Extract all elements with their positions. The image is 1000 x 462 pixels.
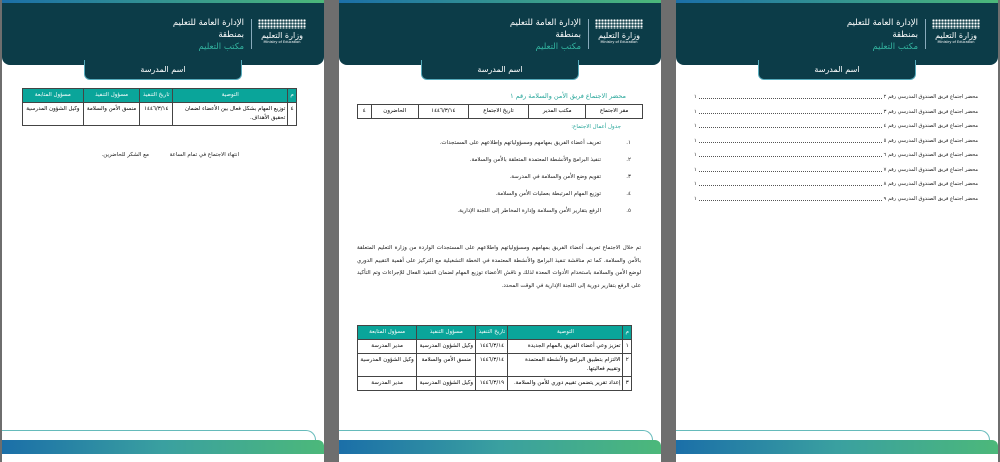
- footer-bar: [676, 440, 998, 454]
- ministry-name-en: Ministry of Education: [600, 40, 638, 44]
- table-cell: ٣: [623, 377, 632, 391]
- column-header: مسؤول التنفيذ: [83, 89, 140, 103]
- column-header: مسؤول التنفيذ: [417, 326, 476, 340]
- footer-bar: [2, 440, 324, 454]
- recommendations-table: [357, 325, 632, 391]
- table-cell: ٤: [288, 103, 297, 126]
- table-cell: ١: [623, 340, 632, 354]
- column-header: مسؤول المتابعة: [358, 326, 417, 340]
- agenda-list: [440, 140, 631, 225]
- table-row: [358, 354, 632, 377]
- toc-page: ١: [694, 137, 697, 144]
- recommendations-table: [22, 88, 297, 126]
- logo-dots-icon: [595, 19, 643, 29]
- page-1: [2, 0, 324, 462]
- toc-entry[interactable]: [694, 192, 978, 207]
- header-line1: الإدارة العامة للتعليم: [172, 18, 244, 28]
- ministry-name-en: Ministry of Education: [937, 40, 975, 44]
- column-header: م: [288, 89, 297, 103]
- page-header: [339, 3, 661, 65]
- table-cell: إعداد تقرير يتضمن تقييم دوري للأمن والسلامة.: [508, 377, 623, 391]
- table-cell: وكيل الشؤون المدرسية: [417, 377, 476, 391]
- header-line1: الإدارة العامة للتعليم: [509, 18, 581, 28]
- page-3: [676, 0, 998, 462]
- agenda-title: جدول أعمال الاجتماع:: [571, 124, 621, 130]
- toc-label: محضر اجتماع فريق الصندوق المدرسي رقم ٧: [883, 166, 978, 173]
- toc-label: محضر اجتماع فريق الصندوق المدرسي رقم ٣: [883, 108, 978, 115]
- ministry-name: وزارة التعليم: [935, 31, 977, 40]
- agenda-text: الرفع بتقارير الأمن والسلامة وإدارة المخاطر إلى اللجنة الإدارية.: [457, 208, 601, 214]
- table-cell: وكيل الشؤون المدرسية: [358, 354, 417, 377]
- table-cell: ١٤٤٦/٣/١٤: [476, 340, 508, 354]
- toc-leader: [699, 153, 882, 157]
- table-of-contents: [694, 90, 978, 206]
- table-row: [23, 103, 297, 126]
- toc-label: محضر اجتماع فريق الصندوق المدرسي رقم ٥: [883, 137, 978, 144]
- table-cell: منسق الأمن والسلامة: [417, 354, 476, 377]
- agenda-number: ٤.: [626, 191, 631, 197]
- toc-label: محضر اجتماع فريق الصندوق المدرسي رقم ٤: [883, 123, 978, 130]
- toc-entry[interactable]: [694, 119, 978, 134]
- logo-dots-icon: [932, 19, 980, 29]
- header-line2: بمنطقة: [892, 30, 918, 40]
- toc-label: محضر اجتماع فريق الصندوق المدرسي رقم ٢: [883, 94, 978, 101]
- column-header: التوصية: [508, 326, 623, 340]
- ministry-logo: [258, 19, 306, 44]
- header-line2: بمنطقة: [218, 30, 244, 40]
- divider: [588, 19, 589, 49]
- table-cell: ١٤٤٦/٣/١٩: [476, 377, 508, 391]
- toc-page: ١: [694, 195, 697, 202]
- toc-leader: [699, 197, 882, 201]
- header-office: مكتب التعليم: [872, 42, 918, 52]
- toc-leader: [699, 139, 882, 143]
- agenda-number: ١.: [626, 140, 631, 146]
- school-name-tab: اسم المدرسة: [758, 60, 916, 80]
- toc-leader: [699, 95, 882, 99]
- toc-entry[interactable]: [694, 163, 978, 178]
- toc-entry[interactable]: [694, 105, 978, 120]
- footer-bar: [339, 440, 661, 454]
- attendees-value: ٤: [358, 105, 372, 119]
- agenda-text: تقويم وضع الأمن والسلامة في المدرسة.: [509, 174, 601, 180]
- toc-entry[interactable]: [694, 148, 978, 163]
- toc-leader: [699, 168, 882, 172]
- closing-text: انتهاء الاجتماع في تمام الساعة: [169, 152, 239, 158]
- toc-page: ١: [694, 94, 697, 101]
- column-header: التوصية: [173, 89, 288, 103]
- page-2: [339, 0, 661, 462]
- table-cell: ١٤٤٦/٣/١٤: [140, 103, 173, 126]
- toc-entry[interactable]: [694, 177, 978, 192]
- school-name-tab: اسم المدرسة: [84, 60, 242, 80]
- agenda-number: ٢.: [626, 157, 631, 163]
- page-header: [2, 3, 324, 65]
- agenda-item: [440, 191, 631, 208]
- table-cell: منسق الأمن والسلامة: [83, 103, 140, 126]
- toc-page: ١: [694, 152, 697, 159]
- toc-label: محضر اجتماع فريق الصندوق المدرسي رقم ٦: [883, 152, 978, 159]
- venue-label: مقر الاجتماع: [586, 105, 643, 119]
- toc-leader: [699, 182, 882, 186]
- column-header: م: [623, 326, 632, 340]
- table-cell: ٢: [623, 354, 632, 377]
- ministry-name: وزارة التعليم: [598, 31, 640, 40]
- toc-page: ١: [694, 166, 697, 173]
- agenda-item: [440, 140, 631, 157]
- table-row: [358, 377, 632, 391]
- school-name-tab: اسم المدرسة: [421, 60, 579, 80]
- toc-leader: [699, 124, 882, 128]
- date-label: تاريخ الاجتماع: [468, 105, 528, 119]
- footer-line: [2, 430, 316, 440]
- page-header: [676, 3, 998, 65]
- agenda-item: [440, 208, 631, 225]
- table-row: [358, 340, 632, 354]
- table-cell: الالتزام بتطبيق البرامج والأنشطة المعتمدة وتقييم فعاليتها.: [508, 354, 623, 377]
- agenda-item: [440, 174, 631, 191]
- footer-line: [676, 430, 990, 440]
- thanks-text: مع الشكر للحاضرين.: [101, 152, 149, 158]
- ministry-name-en: Ministry of Education: [263, 40, 301, 44]
- footer-line: [339, 430, 653, 440]
- table-cell: تعزيز وعي أعضاء الفريق بالمهام الجديدة: [508, 340, 623, 354]
- meeting-summary: تم خلال الاجتماع تعريف أعضاء الفريق بمهامهم ومسؤولياتهم واطلاعهم على المستجدات الواردة من وزارة التعليم المتعلقة بالأمن والسلامة. كما تم مناقشة تنفيذ البرامج والأنشطة المعتمدة في الخطة التشغيلية مع التركيز على أهمية التقييم الدوري لوضع الأمن والسلامة باستخدام الأدوات المعدة لذلك و ناقش الأعضاء توزيع المهام لضمان التنفيذ الفعال للإجراءات وتم التأكيد على الرفع بتقارير دورية إلى اللجنة الإدارية في الوقت المحدد.: [357, 245, 641, 289]
- header-line1: الإدارة العامة للتعليم: [846, 18, 918, 28]
- header-line2: بمنطقة: [555, 30, 581, 40]
- table-cell: مدير المدرسة: [358, 340, 417, 354]
- ministry-name: وزارة التعليم: [261, 31, 303, 40]
- agenda-text: توزيع المهام المرتبطة بعمليات الأمن والسلامة.: [495, 191, 601, 197]
- column-header: تاريخ التنفيذ: [140, 89, 173, 103]
- divider: [251, 19, 252, 49]
- table-cell: ١٤٤٦/٣/١٤: [476, 354, 508, 377]
- header-office: مكتب التعليم: [535, 42, 581, 52]
- date-value: ١٤٤٦/٣/١٤: [418, 105, 468, 119]
- meeting-title: محضر الاجتماع فريق الأمن والسلامة رقم ١: [510, 92, 626, 100]
- toc-leader: [699, 110, 882, 114]
- table-cell: وكيل الشؤون المدرسية: [417, 340, 476, 354]
- column-header: تاريخ التنفيذ: [476, 326, 508, 340]
- meeting-info-table: [357, 104, 643, 119]
- toc-page: ١: [694, 181, 697, 188]
- logo-dots-icon: [258, 19, 306, 29]
- table-cell: توزيع المهام بشكل فعال بين الأعضاء لضمان تحقيق الأهداف.: [173, 103, 288, 126]
- table-cell: وكيل الشؤون المدرسية: [23, 103, 84, 126]
- attendees-label: الحاضرون: [371, 105, 418, 119]
- ministry-logo: [932, 19, 980, 44]
- header-office: مكتب التعليم: [198, 42, 244, 52]
- column-header: مسؤول المتابعة: [23, 89, 84, 103]
- agenda-text: تعريف أعضاء الفريق بمهامهم ومسؤولياتهم وإطلاعهم على المستجدات.: [439, 140, 601, 146]
- toc-page: ١: [694, 123, 697, 130]
- toc-entry[interactable]: [694, 90, 978, 105]
- agenda-number: ٣.: [626, 174, 631, 180]
- divider: [925, 19, 926, 49]
- toc-label: محضر اجتماع فريق الصندوق المدرسي رقم ٩: [883, 195, 978, 202]
- table-cell: مدير المدرسة: [358, 377, 417, 391]
- venue-value: مكتب المدير: [529, 105, 586, 119]
- toc-page: ١: [694, 108, 697, 115]
- agenda-number: ٥.: [626, 208, 631, 214]
- agenda-item: [440, 157, 631, 174]
- toc-entry[interactable]: [694, 134, 978, 149]
- ministry-logo: [595, 19, 643, 44]
- agenda-text: تنفيذ البرامج والأنشطة المعتمدة المتعلقة بالأمن والسلامة.: [469, 157, 601, 163]
- toc-label: محضر اجتماع فريق الصندوق المدرسي رقم ٨: [883, 181, 978, 188]
